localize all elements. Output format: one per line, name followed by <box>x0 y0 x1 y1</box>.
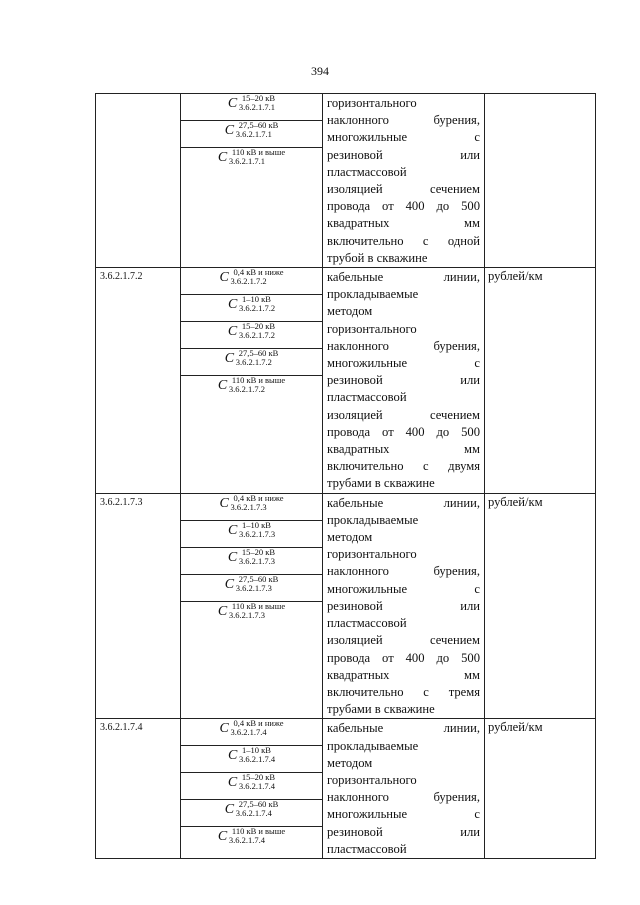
symbol-subscript: 3.6.2.1.7.4 <box>230 727 267 738</box>
description-line: трубой в скважине <box>327 250 428 265</box>
rate-symbol-formula <box>228 521 275 539</box>
symbol-superscript: 0,4 кВ и ниже <box>233 718 284 729</box>
symbol-letter: C <box>227 297 238 313</box>
symbol-superscript: 27,5–60 кВ <box>238 120 279 130</box>
description-line: пластмассовой <box>327 616 407 631</box>
description-line: включительно с тремя <box>327 684 480 699</box>
symbol-letter: C <box>227 96 238 111</box>
description-line: пластмассовой <box>327 164 407 179</box>
rate-symbol <box>181 746 322 773</box>
symbol-subscript: 3.6.2.1.7.4 <box>228 835 266 846</box>
page-number: 394 <box>311 64 329 78</box>
row-code: 3.6.2.1.7.3 <box>96 493 181 719</box>
rate-symbol <box>181 521 322 548</box>
rate-symbol-formula <box>218 148 285 166</box>
symbol-letter: C <box>217 829 228 845</box>
symbol-superscript: 1–10 кВ <box>241 745 271 756</box>
rate-symbol <box>181 376 322 402</box>
description-line: провода от 400 до 500 <box>327 650 480 665</box>
symbol-letter: C <box>224 123 235 138</box>
symbol-superscript: 27,5–60 кВ <box>238 348 279 359</box>
symbol-letter: C <box>219 721 229 737</box>
rate-symbol <box>181 719 322 746</box>
symbol-superscript: 27,5–60 кВ <box>238 799 279 810</box>
rate-symbol-formula <box>228 773 275 791</box>
rate-symbol <box>181 575 322 602</box>
symbol-letter: C <box>217 603 228 619</box>
rate-symbol <box>181 322 322 349</box>
symbol-subscript: 3.6.2.1.7.2 <box>238 330 276 341</box>
description-cell <box>323 94 485 268</box>
rate-symbol-formula <box>228 295 275 313</box>
symbol-superscript: 110 кВ и выше <box>231 600 286 611</box>
table-row <box>96 268 596 494</box>
description-line: кабельные линии, <box>327 721 480 736</box>
rate-symbol <box>181 800 322 827</box>
description-line: наклонного бурения, <box>327 564 480 579</box>
description-line: методом <box>327 755 373 770</box>
description-line: наклонного бурения, <box>327 113 480 128</box>
rate-symbol-formula <box>218 602 285 620</box>
symbol-cell <box>181 268 323 494</box>
rate-symbol-formula <box>225 800 279 818</box>
description-line: трубами в скважине <box>327 702 435 717</box>
symbol-letter: C <box>219 270 229 286</box>
rate-symbol-formula <box>220 719 284 737</box>
description-line: горизонтального <box>327 772 417 787</box>
rate-symbol <box>181 121 322 148</box>
description-line: многожильные с <box>327 807 480 822</box>
description-line: резиновой или <box>327 824 480 839</box>
symbol-subscript: 3.6.2.1.7.2 <box>228 384 266 395</box>
description-line: наклонного бурения, <box>327 790 480 805</box>
description-line: наклонного бурения, <box>327 338 480 353</box>
symbol-superscript: 15–20 кВ <box>241 546 276 557</box>
rate-symbol <box>181 295 322 322</box>
rate-symbol <box>181 773 322 800</box>
symbol-letter: C <box>227 549 238 565</box>
symbol-cell <box>181 493 323 719</box>
symbol-letter: C <box>219 495 229 511</box>
symbol-letter: C <box>224 351 235 367</box>
symbol-superscript: 15–20 кВ <box>241 321 276 332</box>
rate-symbol <box>181 148 322 174</box>
symbol-letter: C <box>224 802 235 818</box>
description-cell <box>323 719 485 859</box>
symbol-letter: C <box>224 576 235 592</box>
symbol-subscript: 3.6.2.1.7.3 <box>228 609 266 620</box>
symbol-superscript: 0,4 кВ и ниже <box>233 492 284 503</box>
symbol-subscript: 3.6.2.1.7.3 <box>235 582 272 593</box>
rate-symbol <box>181 548 322 575</box>
symbol-subscript: 3.6.2.1.7.2 <box>230 276 267 287</box>
description-line: многожильные с <box>327 356 480 371</box>
description-line: трубами в скважине <box>327 476 435 491</box>
table-row <box>96 493 596 719</box>
symbol-cell <box>181 719 323 859</box>
rate-symbol <box>181 268 322 295</box>
description-line: включительно с одной <box>327 233 480 248</box>
symbol-subscript: 3.6.2.1.7.2 <box>238 303 276 314</box>
rate-symbol-formula <box>220 494 284 512</box>
row-code: 3.6.2.1.7.4 <box>96 719 181 859</box>
symbol-superscript: 1–10 кВ <box>241 294 271 305</box>
symbol-subscript: 3.6.2.1.7.3 <box>238 555 276 566</box>
unit-cell: рублей/км <box>485 719 596 859</box>
table-row <box>96 719 596 859</box>
description-line: прокладываемые <box>327 512 419 527</box>
description-line: прокладываемые <box>327 287 419 302</box>
description-line: многожильные с <box>327 130 480 145</box>
description-line: включительно с двумя <box>327 459 480 474</box>
description-line: методом <box>327 304 373 319</box>
rate-symbol-formula <box>225 121 279 139</box>
description-line: изоляцией сечением <box>327 407 480 422</box>
description-line: квадратных мм <box>327 667 480 682</box>
rate-symbol-formula <box>228 548 275 566</box>
unit-cell: рублей/км <box>485 493 596 719</box>
symbol-superscript: 110 кВ и выше <box>231 826 286 837</box>
rate-symbol <box>181 827 322 853</box>
rate-symbol <box>181 494 322 521</box>
symbol-subscript: 3.6.2.1.7.1 <box>238 102 276 112</box>
description-line: кабельные линии, <box>327 495 480 510</box>
description-cell <box>323 493 485 719</box>
description-line: изоляцией сечением <box>327 182 480 197</box>
symbol-subscript: 3.6.2.1.7.4 <box>238 754 276 765</box>
symbol-superscript: 110 кВ и выше <box>231 375 286 386</box>
description-line: квадратных мм <box>327 442 480 457</box>
symbol-letter: C <box>227 522 238 538</box>
rate-symbol <box>181 94 322 121</box>
rate-symbol-formula <box>218 827 285 845</box>
symbol-subscript: 3.6.2.1.7.1 <box>235 129 272 139</box>
rate-symbol <box>181 349 322 376</box>
symbol-subscript: 3.6.2.1.7.1 <box>228 156 266 166</box>
description-line: резиновой или <box>327 373 480 388</box>
description-line: провода от 400 до 500 <box>327 424 480 439</box>
rate-symbol-formula <box>218 376 285 394</box>
tariff-table <box>95 93 596 859</box>
symbol-cell <box>181 94 323 268</box>
symbol-letter: C <box>227 775 238 791</box>
symbol-superscript: 15–20 кВ <box>241 93 276 103</box>
description-line: кабельные линии, <box>327 270 480 285</box>
symbol-superscript: 0,4 кВ и ниже <box>233 267 284 278</box>
symbol-superscript: 27,5–60 кВ <box>238 573 279 584</box>
row-code: 3.6.2.1.7.2 <box>96 268 181 494</box>
rate-symbol-formula <box>220 268 284 286</box>
rate-symbol-formula <box>228 322 275 340</box>
description-line: изоляцией сечением <box>327 633 480 648</box>
symbol-letter: C <box>227 748 238 764</box>
rate-symbol <box>181 602 322 628</box>
description-line: квадратных мм <box>327 216 480 231</box>
unit-cell: рублей/км <box>485 268 596 494</box>
symbol-subscript: 3.6.2.1.7.3 <box>238 528 276 539</box>
rate-symbol-formula <box>225 349 279 367</box>
description-line: пластмассовой <box>327 841 407 856</box>
symbol-superscript: 110 кВ и выше <box>231 147 286 157</box>
description-line: многожильные с <box>327 581 480 596</box>
description-line: прокладываемые <box>327 738 419 753</box>
symbol-letter: C <box>217 378 228 394</box>
symbol-letter: C <box>217 150 228 165</box>
description-line: пластмассовой <box>327 390 407 405</box>
symbol-subscript: 3.6.2.1.7.3 <box>230 501 267 512</box>
tariff-table-body <box>96 94 596 859</box>
symbol-superscript: 1–10 кВ <box>241 519 271 530</box>
symbol-subscript: 3.6.2.1.7.2 <box>235 357 272 368</box>
symbol-letter: C <box>227 324 238 340</box>
description-line: резиновой или <box>327 147 480 162</box>
description-line: методом <box>327 530 373 545</box>
symbol-subscript: 3.6.2.1.7.4 <box>235 808 272 819</box>
table-row <box>96 94 596 268</box>
symbol-superscript: 15–20 кВ <box>241 772 276 783</box>
description-line: горизонтального <box>327 321 417 336</box>
description-line: горизонтального <box>327 96 417 110</box>
unit-cell <box>485 94 596 268</box>
description-line: провода от 400 до 500 <box>327 199 480 214</box>
description-cell <box>323 268 485 494</box>
row-code <box>96 94 181 268</box>
rate-symbol-formula <box>228 94 275 112</box>
description-line: горизонтального <box>327 547 417 562</box>
rate-symbol-formula <box>228 746 275 764</box>
description-line: резиновой или <box>327 598 480 613</box>
rate-symbol-formula <box>225 575 279 593</box>
symbol-subscript: 3.6.2.1.7.4 <box>238 781 276 792</box>
